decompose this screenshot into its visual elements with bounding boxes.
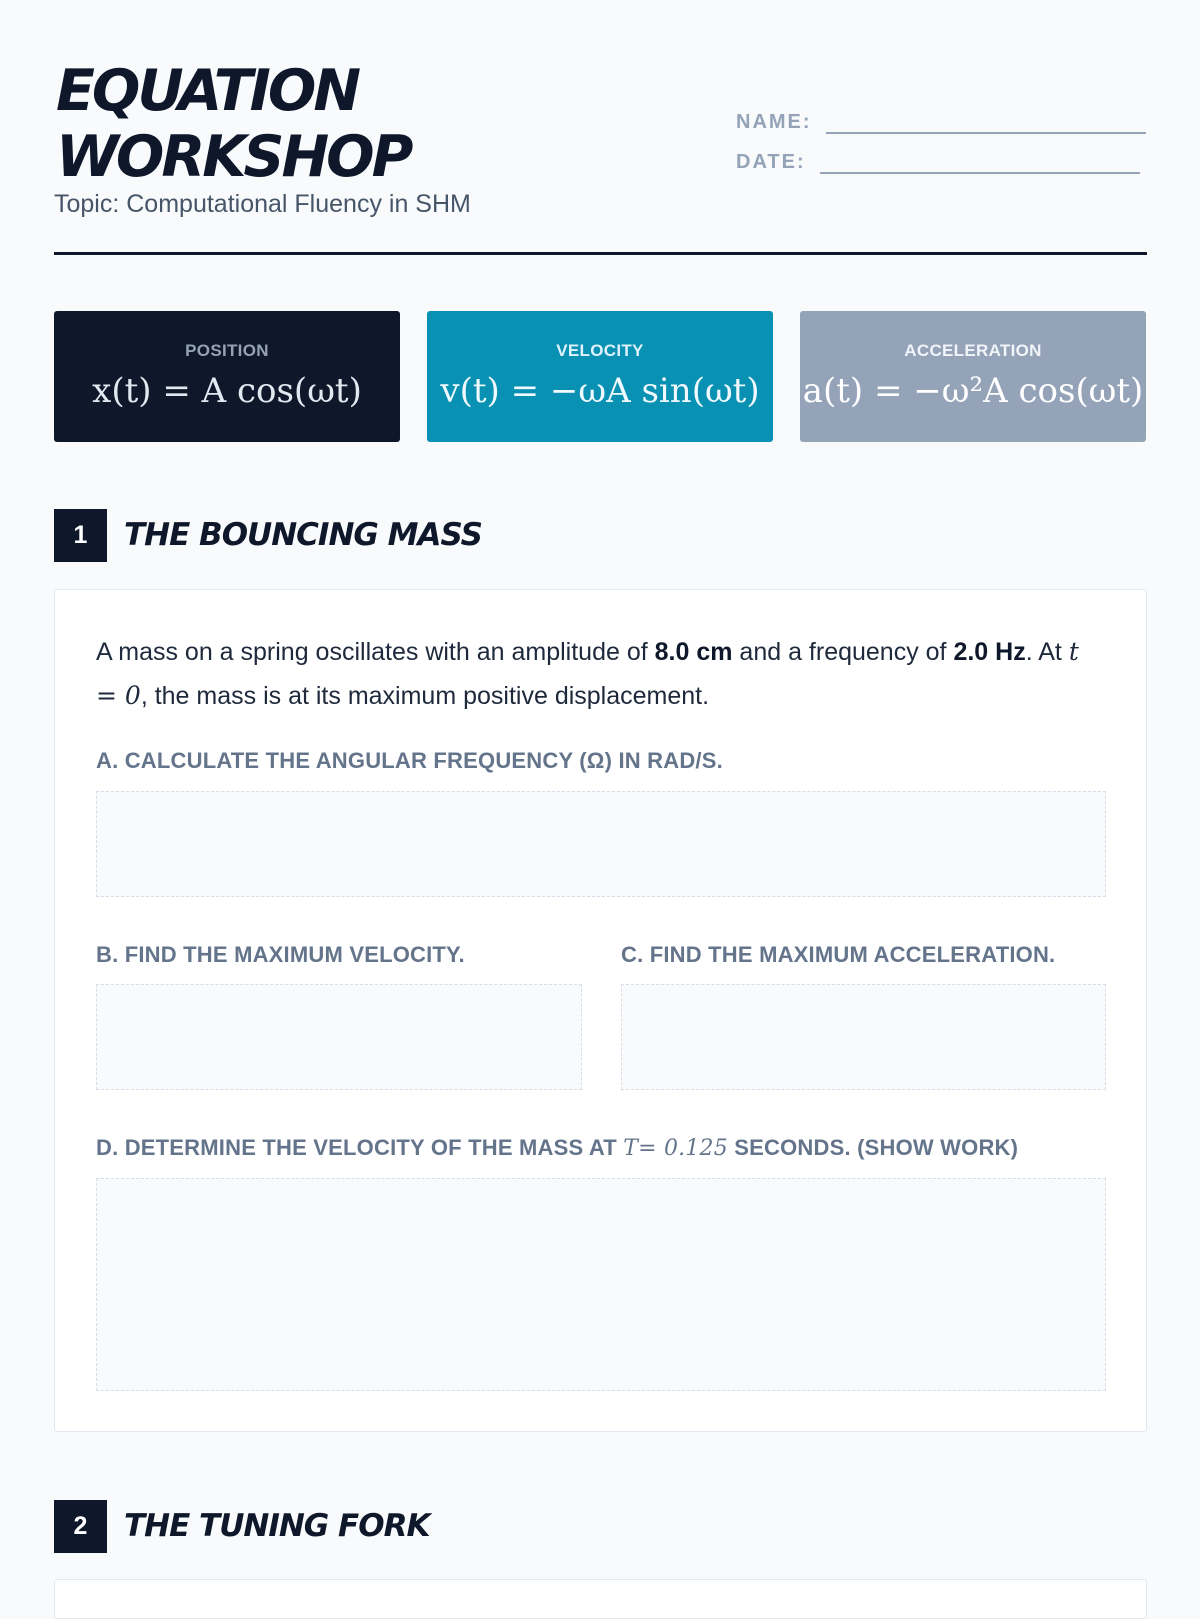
section-2-header — [54, 1499, 429, 1553]
problem-statement — [96, 630, 1096, 718]
problem-mid: and a frequency of — [732, 638, 954, 666]
question-d-label — [96, 1135, 1018, 1161]
problem-intro: A mass on a spring oscillates with an amplitude of — [96, 638, 655, 666]
position-equation-card — [54, 311, 400, 442]
name-label: NAME: — [736, 111, 812, 133]
time-equation: t = 0 — [96, 637, 1079, 710]
question-c-label: C. FIND THE MAXIMUM ACCELERATION. — [621, 942, 1056, 967]
title-line-2: WORKSHOP — [56, 124, 411, 190]
position-label: POSITION — [185, 341, 269, 360]
equation-cards — [54, 311, 1147, 442]
question-a-label: A. CALCULATE THE ANGULAR FREQUENCY (Ω) IN RAD/S. — [96, 748, 723, 773]
date-row — [736, 144, 1156, 174]
question-c-answer-box[interactable] — [621, 984, 1106, 1090]
position-formula: x(t) = A cos(ωt) — [92, 371, 362, 411]
section-title: THE TUNING FORK — [124, 1508, 430, 1544]
velocity-equation-card — [427, 311, 773, 442]
title-line-1: EQUATION — [56, 58, 359, 124]
acceleration-equation-card — [800, 311, 1146, 442]
student-info — [736, 104, 1156, 184]
question-a-answer-box[interactable] — [96, 791, 1106, 897]
name-field[interactable] — [826, 106, 1146, 134]
section-1-card — [54, 589, 1147, 1432]
section-1-header — [54, 508, 482, 562]
problem-at: . At — [1025, 638, 1069, 666]
velocity-formula: v(t) = −ωA sin(ωt) — [440, 371, 760, 411]
section-title: THE BOUNCING MASS — [124, 517, 483, 553]
header-divider — [54, 252, 1147, 255]
question-b-label: B. FIND THE MAXIMUM VELOCITY. — [96, 942, 465, 967]
question-d-answer-box[interactable] — [96, 1178, 1106, 1391]
question-d-suffix: SECONDS. (SHOW WORK) — [727, 1135, 1019, 1160]
date-label: DATE: — [736, 151, 806, 173]
question-d-time: T= 0.125 — [623, 1136, 728, 1161]
name-row — [736, 104, 1156, 134]
amplitude-value: 8.0 cm — [654, 638, 733, 666]
section-number: 1 — [54, 509, 107, 562]
question-b-answer-box[interactable] — [96, 984, 582, 1090]
worksheet-page — [54, 0, 1147, 1600]
worksheet-title — [56, 58, 410, 190]
acceleration-formula: a(t) = −ω²A cos(ωt) — [802, 371, 1144, 411]
topic-subtitle: Topic: Computational Fluency in SHM — [54, 190, 471, 218]
problem-end: , the mass is at its maximum positive displacement. — [140, 682, 710, 710]
acceleration-label: ACCELERATION — [904, 341, 1042, 360]
question-d-prefix: D. DETERMINE THE VELOCITY OF THE MASS AT — [96, 1135, 624, 1160]
velocity-label: VELOCITY — [556, 341, 644, 360]
section-2-card — [54, 1579, 1147, 1619]
frequency-value: 2.0 Hz — [953, 638, 1026, 666]
date-field[interactable] — [820, 146, 1140, 174]
section-number: 2 — [54, 1500, 107, 1553]
